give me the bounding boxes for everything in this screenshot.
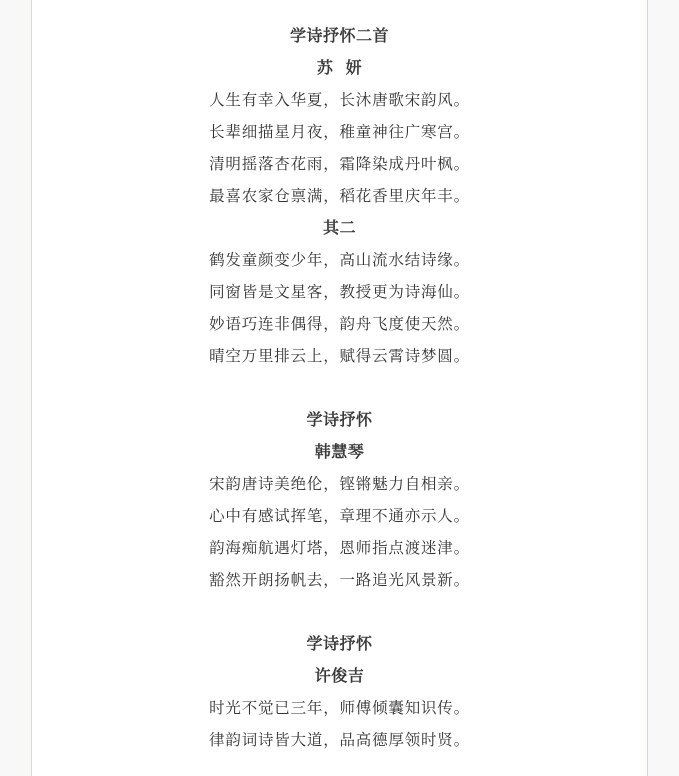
poem-line: 清明摇落杏花雨，霜降染成丹叶枫。 <box>209 155 470 173</box>
poem-line: 鹤发童颜变少年，高山流水结诗缘。 <box>209 251 470 269</box>
poem-author: 苏 妍 <box>316 58 363 77</box>
poem-line: 时光不觉已三年，师傅倾囊知识传。 <box>209 699 470 717</box>
poem-author: 韩慧琴 <box>314 442 365 461</box>
poem-2 <box>32 404 647 596</box>
article-content <box>32 20 647 756</box>
poem-3 <box>32 628 647 756</box>
poem-title: 学诗抒怀二首 <box>289 26 389 45</box>
poem-subtitle: 其二 <box>322 218 356 237</box>
poem-line: 最喜农家仓禀满，稻花香里庆年丰。 <box>209 187 470 205</box>
poem-title: 学诗抒怀 <box>306 410 373 429</box>
poem-line: 律韵词诗皆大道，品高德厚领时贤。 <box>209 731 470 749</box>
poem-line: 宋韵唐诗美绝伦，铿锵魅力自相亲。 <box>209 475 470 493</box>
poem-line: 妙语巧连非偶得，韵舟飞度使天然。 <box>209 315 470 333</box>
poem-line: 晴空万里排云上，赋得云霄诗梦圆。 <box>209 347 470 365</box>
poem-author: 许俊吉 <box>314 666 365 685</box>
poem-line: 豁然开朗扬帆去，一路追光风景新。 <box>209 571 470 589</box>
poem-line: 人生有幸入华夏，长沐唐歌宋韵风。 <box>209 91 470 109</box>
poem-line: 韵海痴航遇灯塔，恩师指点渡迷津。 <box>209 539 470 557</box>
poem-1 <box>32 20 647 372</box>
article-page <box>31 0 648 776</box>
poem-line: 心中有感试挥笔，章理不通亦示人。 <box>209 507 470 525</box>
poem-line: 同窗皆是文星客，教授更为诗海仙。 <box>209 283 470 301</box>
poem-line: 长辈细描星月夜，稚童神往广寒宫。 <box>209 123 470 141</box>
poem-title: 学诗抒怀 <box>306 634 373 653</box>
